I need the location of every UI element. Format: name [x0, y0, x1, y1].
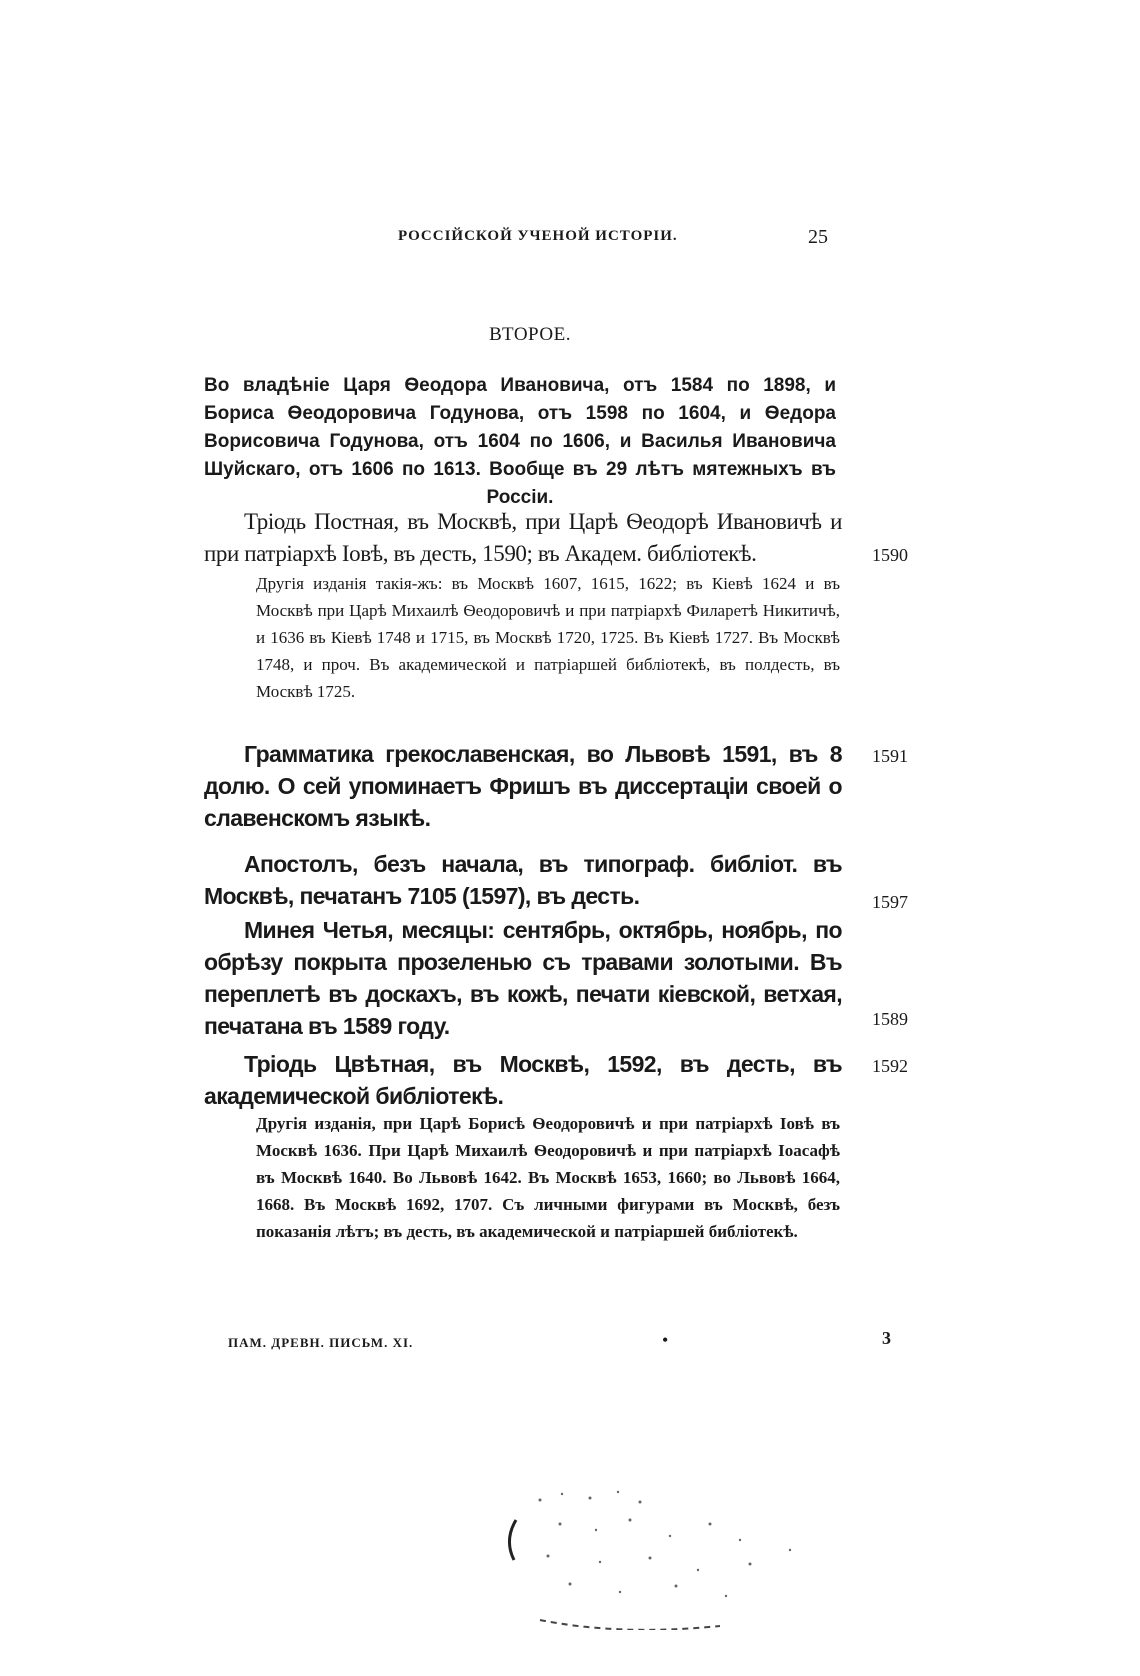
- entry-triod-tsvetnaya: [204, 1048, 842, 1112]
- entry-text: Тріодь Цвѣтная, въ Москвѣ, 1592, въ десть, въ академической библіотекѣ.: [204, 1051, 842, 1109]
- margin-year: 1590: [872, 545, 908, 565]
- margin-year: 1589: [872, 1009, 908, 1029]
- section-title: ВТОРОЕ.: [489, 324, 571, 345]
- entry-note: Другія изданія, при Царѣ Борисѣ Ѳеодоровичѣ и при патріархѣ Іовѣ въ Москвѣ 1636. При Царѣ Михаилѣ Ѳеодоровичѣ и при патріархѣ Іоасафѣ въ Москвѣ 1640. Во Львовѣ 1642. Въ Москвѣ 1653, 1660; во Львовѣ 1664, 1668. Въ Москвѣ 1692, 1707. Съ личными фигурами въ Москвѣ, безъ показанія лѣтъ; въ десть, въ академической и патріаршей библіотекѣ.: [256, 1114, 840, 1241]
- entry-mineya: [204, 914, 842, 1042]
- entry-triod-postnaya: [204, 506, 842, 570]
- margin-year: 1591: [872, 746, 908, 766]
- running-head-title: РОССІЙСКОЙ УЧЕНОЙ ИСТОРІИ.: [398, 228, 678, 244]
- page-number: 25: [808, 226, 828, 248]
- margin-year: 1597: [872, 892, 908, 912]
- library-stamp: [500, 1480, 830, 1630]
- entry-text: Апостолъ, безъ начала, въ типограф. библіот. въ Москвѣ, печатанъ 7105 (1597), въ десть.: [204, 851, 842, 909]
- entry-text: Минея Четья, месяцы: сентябрь, октябрь, ноябрь, по обрѣзу покрыта прозеленью съ травами золотыми. Въ переплетѣ въ доскахъ, въ кожѣ, печати кіевской, ветхая, печатана въ 1589 году.: [204, 917, 842, 1039]
- entry-apostol: [204, 848, 842, 912]
- running-head: [380, 226, 840, 256]
- signature-dot: •: [662, 1330, 669, 1350]
- printer-signature: ПАМ. ДРЕВН. ПИСЬМ. XI.: [228, 1335, 414, 1350]
- sheet-number: 3: [882, 1328, 891, 1348]
- entry-grammatika: [204, 738, 842, 834]
- section-heading: Во владѣніе Царя Ѳеодора Ивановича, отъ 1584 по 1898, и Бориса Ѳеодоровича Годунова, отъ 1598 по 1604, и Ѳедора Ворисовича Годунова, отъ 1604 по 1606, и Василья Ивановича Шуйскаго, отъ 1606 по 1613. Вообще въ 29 лѣтъ мятежныхъ въ Россіи.: [204, 375, 836, 508]
- margin-year: 1592: [872, 1056, 908, 1076]
- entry-text: Тріодь Постная, въ Москвѣ, при Царѣ Ѳеодорѣ Ивановичѣ и при патріархѣ Іовѣ, въ десть, 1590; въ Академ. библіотекѣ.: [204, 509, 842, 566]
- entry-text: Грамматика грекославенская, во Львовѣ 1591, въ 8 долю. О сей упоминаетъ Фришъ въ диссертаціи своей о славенскомъ языкѣ.: [204, 741, 842, 831]
- entry-note: Другія изданія такія-жъ: въ Москвѣ 1607, 1615, 1622; въ Кіевѣ 1624 и въ Москвѣ при Царѣ Михаилѣ Ѳеодоровичѣ и при патріархѣ Филаретѣ Никитичѣ, и 1636 въ Кіевѣ 1748 и 1715, въ Москвѣ 1720, 1725. Въ Кіевѣ 1727. Въ Москвѣ 1748, и проч. Въ академической и патріаршей библіотекѣ, въ полдесть, въ Москвѣ 1725.: [256, 574, 840, 701]
